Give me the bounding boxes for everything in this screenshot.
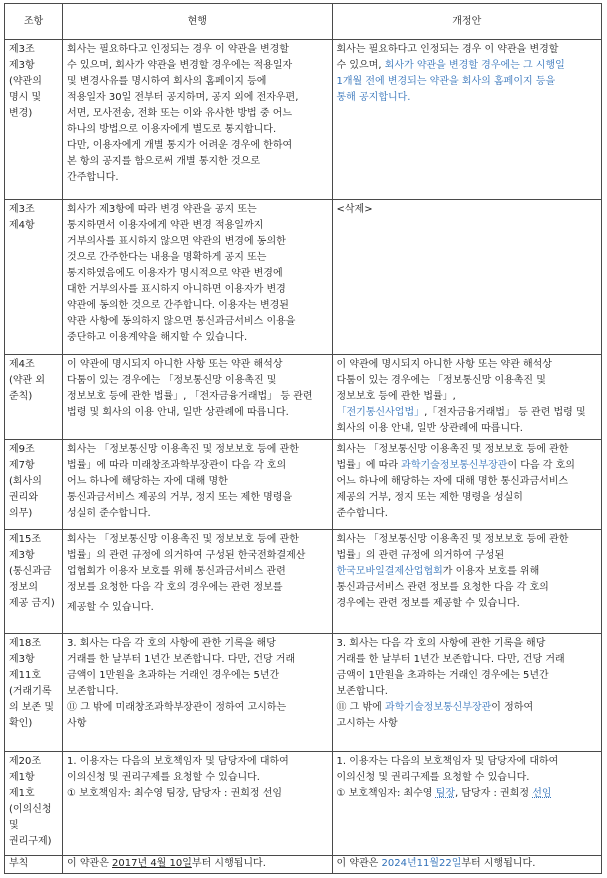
changed-text: 1개월 전에 변경되는 약관을 회사의 홈페이지 등을 [336,76,556,87]
header-current: 현행 [63,4,332,40]
header-row [5,4,602,40]
current-text-cell: 이 약관에 명시되지 아니한 사항 또는 약관 해석상 다툼이 있는 경우에는 「정보통신망 이용촉진 및 정보보호 등에 관한 법률」, 「전자금융거래법」 등 관련 법령 및 회사의 이용 안내, 일반 상관례에 따릅니다. [63,355,332,440]
clause-cell: 제9조 제7항 (회사의 권리와 의무) [5,440,63,530]
changed-text: 팀장 [435,788,455,799]
clause-cell: 제3조 제4항 [5,200,63,355]
revised-text-cell: 회사는 「정보통신망 이용촉진 및 정보보호 등에 관한 법률」의 관련 규정에 의거하여 구성된 한국모바일결제산업협회가 이용자 보호를 위해 통신과금서비스 관련 정보를 요청한 다음 각 호의 경우에는 관련 정보를 제공할 수 있습니다. [332,530,602,634]
table-row [5,200,602,355]
table-row [5,530,602,634]
clause-cell: 제15조 제3항 (통신과금 정보의 제공 금지) [5,530,63,634]
header-clause: 조항 [5,4,63,40]
clause-cell: 부칙 [5,856,63,874]
revised-text-cell: 회사는 필요하다고 인정되는 경우 이 약관을 변경할 수 있으며, 회사가 약관을 변경할 경우에는 그 시행일 1개월 전에 변경되는 약관을 회사의 홈페이지 등을 통해 공지합니다. [332,40,602,200]
table-row [5,856,602,874]
current-text-cell: 회사는 「정보통신망 이용촉진 및 정보보호 등에 관한 법률」의 관련 규정에 의거하여 구성된 한국전화결제산 업협회가 이용자 보호를 위해 통신과금서비스 관련 정보를 요청한 다음 각 호의 경우에는 관련 정보를 제공할 수 있습니다. [63,530,332,634]
clause-cell: 제4조 (약관 외 준칙) [5,355,63,440]
clause-cell: 제3조 제3항 (약관의 명시 및 변경) [5,40,63,200]
current-text-cell: 이 약관은 2017년 4월 10일부터 시행됩니다. [63,856,332,874]
current-text-cell: 회사는 「정보통신망 이용촉진 및 정보보호 등에 관한 법률」에 따라 미래창조과학부장관이 다음 각 호의 어느 하나에 해당하는 자에 대해 명한 통신과금서비스 제공의 거부, 정지 또는 제한 명령을 성실히 준수합니다. [63,440,332,530]
revised-text-cell: 이 약관은 2024년11월22일부터 시행됩니다. [332,856,602,874]
current-text-cell: 3. 회사는 다음 각 호의 사항에 관한 기록을 해당 거래를 한 날부터 1년간 보존합니다. 다만, 건당 거래 금액이 1만원을 초과하는 거래인 경우에는 5년간 보존합니다. ⑪ 그 밖에 미래창조과학부장관이 정하여 고시하는 사항 [63,634,332,752]
revised-text-cell: 회사는 「정보통신망 이용촉진 및 정보보호 등에 관한 법률」에 따라 과학기술정보통신부장관이 다음 각 호의 어느 하나에 해당하는 자에 대해 명한 통신과금서비스 제공의 거부, 정지 또는 제한 명령을 성실히 준수합니다. [332,440,602,530]
table-row [5,355,602,440]
changed-text: 선임 [532,788,552,799]
deleted-marker: <삭제> [336,204,373,215]
revised-text-cell: 1. 이용자는 다음의 보호책임자 및 담당자에 대하여 이의신청 및 권리구제를 요청할 수 있습니다. ① 보호책임자: 최수영 팀장, 담당자 : 권희정 선임 [332,752,602,856]
revised-text-cell: 이 약관에 명시되지 아니한 사항 또는 약관 해석상 다툼이 있는 경우에는 「정보통신망 이용촉진 및 정보보호 등에 관한 법률」, 「전기통신사업법」,「전자금융거래법」 등 관련 법령 및 회사의 이용 안내, 일반 상관례에 따릅니다. [332,355,602,440]
current-text-cell: 회사가 제3항에 따라 변경 약관을 공지 또는 통지하면서 이용자에게 약관 변경 적용일까지 거부의사를 표시하지 않으면 약관의 변경에 동의한 것으로 간주한다는 내용을 명확하게 공지 또는 통지하였음에도 이용자가 명시적으로 약관 변경에 대한 거부의사를 표시하지 아니하면 이용자가 변경 약관에 동의한 것으로 간주합니다. 이용자는 변경된 약관 사항에 동의하지 않으면 통신과금서비스 이용을 중단하고 이용계약을 해지할 수 있습니다. [63,200,332,355]
current-text-cell: 1. 이용자는 다음의 보호책임자 및 담당자에 대하여 이의신청 및 권리구제를 요청할 수 있습니다. ① 보호책임자: 최수영 팀장, 담당자 : 권희정 선임 [63,752,332,856]
table-row [5,40,602,200]
effective-date: 2017년 4월 10일 [112,858,192,869]
revision-comparison-table [4,3,602,874]
changed-text: 통해 공지합니다. [336,92,411,103]
revised-text-cell [332,200,602,355]
table-row [5,752,602,856]
table-row [5,634,602,752]
table-row [5,440,602,530]
clause-cell: 제20조 제1항 제1호 (이의신청 및 권리구제) [5,752,63,856]
changed-text: 과학기술정보통신부장관 [401,460,508,471]
header-revised: 개정안 [332,4,602,40]
changed-text: 한국모바일결제산업협회 [336,566,443,577]
changed-text: 회사가 약관을 변경할 경우에는 그 시행일 [384,60,565,71]
changed-text: 과학기술정보통신부장관 [385,702,492,713]
changed-text: 「전기통신사업법」 [336,407,425,418]
clause-cell: 제18조 제3항 제11호 (거래기록 의 보존 및 확인) [5,634,63,752]
current-text-cell: 회사는 필요하다고 인정되는 경우 이 약관을 변경할 수 있으며, 회사가 약관을 변경할 경우에는 적용일자 및 변경사유를 명시하여 회사의 홈페이지 등에 적용일자 30일 전부터 공지하며, 공지 외에 전자우편, 서면, 모사전송, 전화 또는 이와 유사한 방법 중 어느 하나의 방법으로 이용자에게 별도로 통지합니다. 다만, 이용자에게 개별 통지가 어려운 경우에 한하여 본 항의 공지를 함으로써 개별 통지한 것으로 간주합니다. [63,40,332,200]
effective-date: 2024년11월22일 [381,858,462,869]
revised-text-cell: 3. 회사는 다음 각 호의 사항에 관한 기록을 해당 거래를 한 날부터 1년간 보존합니다. 다만, 건당 거래 금액이 1만원을 초과하는 거래인 경우에는 5년간 보존합니다. ⑪ 그 밖에 과학기술정보통신부장관이 정하여 고시하는 사항 [332,634,602,752]
